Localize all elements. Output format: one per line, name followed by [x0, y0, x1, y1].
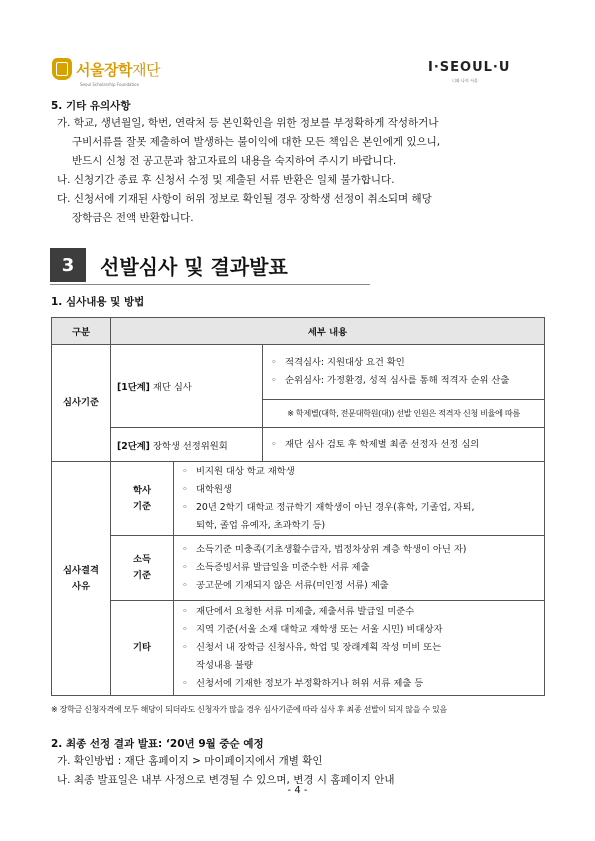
header-details: 세부 내용 — [111, 318, 545, 345]
section-5-body — [57, 114, 557, 228]
stage1-label — [111, 345, 263, 428]
list-item: ◦ 신청서 내 장학금 신청사유, 학업 및 장래계획 작성 미비 또는 — [182, 642, 442, 653]
table-row — [52, 428, 545, 462]
iseoulu-logo: I·SEOUL·U — [428, 60, 511, 75]
foundation-logo-text: 서울장학재단 — [76, 60, 160, 79]
iseoulu-logo-subtitle: 너와 나의 서울 — [452, 78, 478, 83]
section-5-item-a-line3: 반드시 신청 전 공고문과 참고자료의 내용을 숙지하여 주시기 바랍니다. — [72, 155, 397, 167]
foundation-logo — [52, 55, 160, 83]
stage1-name: 재단 심사 — [152, 382, 192, 393]
foundation-logo-icon — [52, 58, 72, 80]
section-5-item-c — [57, 190, 557, 228]
table-row — [52, 462, 545, 536]
section-5-item-c-line2: 장학금은 전액 반환합니다. — [72, 212, 194, 224]
header-category: 구분 — [52, 318, 111, 345]
list-item: ◦ 20년 2학기 대학교 정규학기 재학생이 아닌 경우(휴학, 기졸업, 자퇴, — [182, 501, 475, 513]
stage2-label — [111, 428, 263, 462]
income-criteria-details — [174, 536, 545, 601]
list-item: ◦ 대학원생 — [182, 483, 232, 495]
disqualification-category — [52, 462, 111, 696]
section-5-heading: 5. 기타 유의사항 — [51, 100, 131, 112]
section-5-item-c-line1: 다. 신청서에 기재된 사항이 허위 정보로 확인될 경우 장학생 선정이 취소되며 해당 — [57, 193, 432, 205]
chapter-title: 선발심사 및 결과발표 — [100, 255, 288, 279]
subsection-2-item-b: 나. 최종 발표일은 내부 사정으로 변경될 수 있으며, 변경 시 홈페이지 안내 — [57, 774, 395, 786]
list-item: ◦ 순위심사: 가정환경, 성적 심사를 통해 적격자 순위 산출 — [271, 375, 510, 386]
disqualification-label-line2: 사유 — [72, 580, 90, 592]
foundation-logo-subtitle: Seoul Scholarship Foundation — [80, 82, 140, 87]
table-footnote: ※ 장학금 신청자격에 모두 해당이 되더라도 신청자가 많을 경우 심사기준에 따라 심사 후 최종 선발이 되지 않을 수 있음 — [51, 705, 447, 714]
list-item: ◦ 재단 심사 검토 후 학제별 최종 선정자 선정 심의 — [271, 438, 480, 450]
criteria-category: 심사기준 — [52, 345, 111, 462]
stage2-tag: [2단계] — [117, 440, 150, 452]
income-criteria-label: 소득 기준 — [111, 536, 174, 601]
list-item: ◦ 적격심사: 지원대상 요건 확인 — [271, 357, 405, 368]
subsection-1-heading: 1. 심사내용 및 방법 — [51, 296, 145, 308]
list-item: ◦ 비지원 대상 학교 재학생 — [182, 465, 295, 477]
list-item: ◦ 지역 기준(서울 소재 대학교 재학생 또는 서울 시민) 비대상자 — [182, 624, 443, 635]
academic-criteria-details — [174, 462, 545, 536]
stage1-note: ※ 학제별(대학, 전문대학원(대)) 선발 인원은 적격자 신청 비율에 따름 — [263, 400, 545, 428]
section-5-item-b: 나. 신청기간 종료 후 신청서 수정 및 제출된 서류 반환은 일체 불가합니다. — [57, 174, 395, 186]
other-criteria-details — [174, 601, 545, 696]
stage2-details — [263, 428, 545, 462]
section-5-item-a — [57, 114, 557, 171]
academic-criteria-label: 학사 기준 — [111, 462, 174, 536]
page-number: - 4 - — [287, 785, 308, 796]
chapter-number-box: 3 — [50, 248, 86, 282]
table-row — [52, 345, 545, 400]
stage2-name: 장학생 선정위원회 — [152, 440, 228, 452]
table-row — [52, 601, 545, 696]
list-item: ◦ 소득기준 미충족(기초생활수급자, 법정차상위 계층 학생이 아닌 자) — [182, 544, 467, 555]
list-item: ◦ 재단에서 요청한 서류 미제출, 제출서류 발급일 미준수 — [182, 606, 415, 617]
screening-table — [51, 317, 545, 696]
other-criteria-label: 기타 — [111, 601, 174, 696]
subsection-2-item-a: 가. 확인방법 : 재단 홈페이지 > 마이페이지에서 개별 확인 — [57, 755, 323, 767]
table-header-row — [52, 318, 545, 345]
list-item: ◦ 소득증빙서류 발급일을 미준수한 서류 제출 — [182, 562, 370, 573]
subsection-2-heading: 2. 최종 선정 결과 발표: ‘20년 9월 중순 예정 — [51, 738, 264, 750]
stage1-details — [263, 345, 545, 400]
list-item-continuation: 작성내용 불량 — [196, 660, 253, 671]
list-item: ◦ 공고문에 기재되지 않은 서류(미인정 서류) 제출 — [182, 580, 389, 591]
stage1-tag: [1단계] — [117, 382, 150, 393]
disqualification-label-line1: 심사결격 — [63, 564, 99, 576]
section-5-item-a-line2: 구비서류를 잘못 제출하여 발생하는 불이익에 대한 모든 책임은 본인에게 있으니, — [72, 136, 441, 148]
list-item-continuation: 퇴학, 졸업 유예자, 초과학기 등) — [196, 519, 326, 531]
list-item: ◦ 신청서에 기재한 정보가 부정확하거나 허위 서류 제출 등 — [182, 678, 424, 689]
section-5-item-a-line1: 가. 학교, 생년월일, 학번, 연락처 등 본인확인을 위한 정보를 부정확하게 작성하거나 — [57, 117, 439, 129]
chapter-divider — [50, 284, 370, 285]
table-row — [52, 536, 545, 601]
